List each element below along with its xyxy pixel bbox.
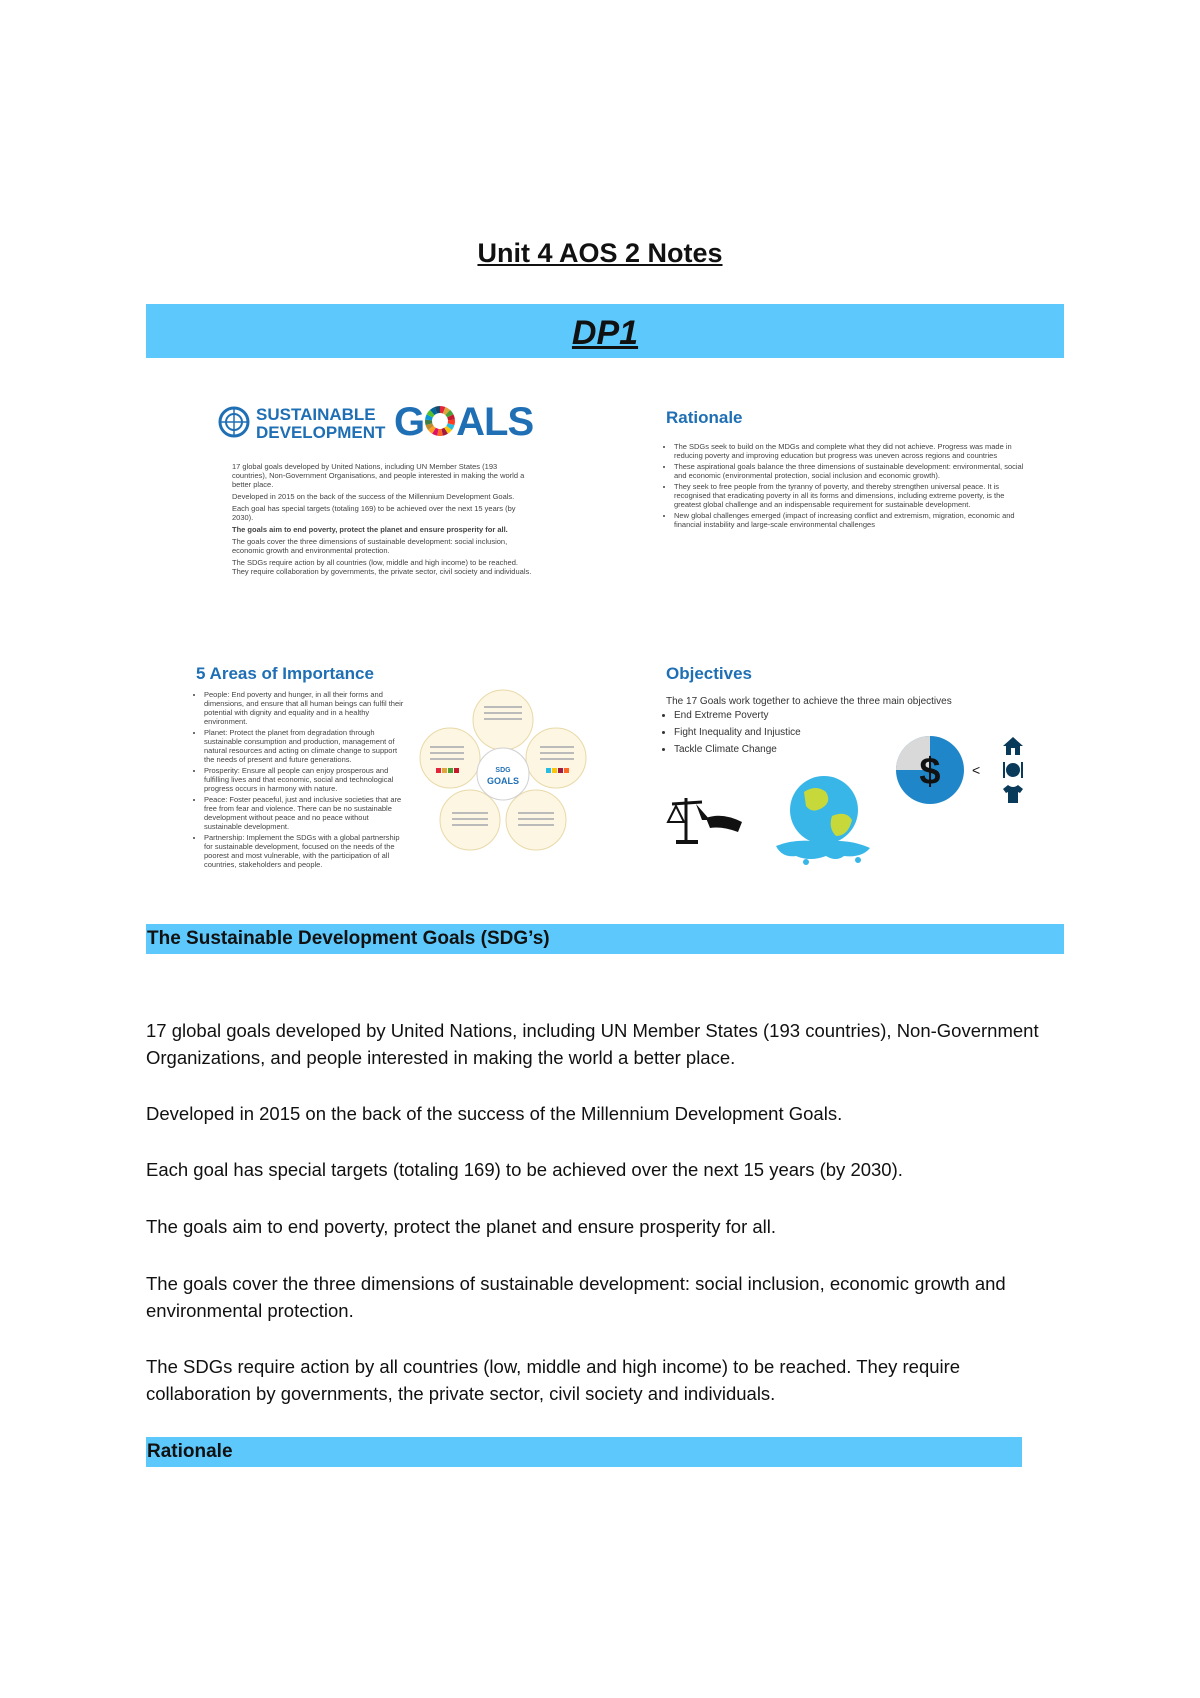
list-item: • Fight Inequality and Injustice	[674, 724, 1046, 741]
melting-earth-icon	[766, 758, 876, 868]
areas-slide-list	[196, 690, 404, 869]
list-item: • Planet: Protect the planet from degradation through sustainable consumption and production, management of natural resources and acting on climate change to support the needs of present and future generations.	[204, 728, 404, 764]
objectives-intro: The 17 Goals work together to achieve the three main objectives	[666, 696, 952, 707]
dp1-banner-label: DP1	[571, 314, 639, 352]
sdg-slide-line: The goals cover the three dimensions of sustainable development: social inclusion, economic growth and environmental protection.	[232, 537, 508, 555]
five-p-diagram	[418, 686, 588, 856]
food-icon	[1002, 760, 1024, 780]
dollar-pie-icon	[894, 734, 966, 806]
sdg-section-heading-label: The Sustainable Development Goals (SDG’s)	[147, 928, 550, 949]
list-item: • New global challenges emerged (impact of increasing conflict and extremism, migration, economic and financial instability and large-scale environmental challenges	[674, 511, 1026, 529]
goals-g: G	[394, 400, 425, 444]
list-item: • Tackle Climate Change	[674, 741, 1046, 758]
rationale-section-heading	[146, 1437, 1022, 1467]
list-item: • They seek to free people from the tyranny of poverty, and thereby strengthen universal peace. It is recognised that eradicating poverty in all its forms and dimensions, including extreme poverty, is the greatest global challenge and an indispensable requirement for sustainable development.	[674, 482, 1026, 509]
rationale-slide-title: Rationale	[666, 408, 743, 427]
sdg-wheel-icon	[424, 405, 456, 437]
paragraph: Each goal has special targets (totaling 169) to be achieved over the next 15 years (by 2030).	[146, 1159, 903, 1180]
sdg-slide	[210, 400, 550, 600]
dollar-symbol: $	[919, 751, 941, 793]
shirt-icon	[1002, 784, 1024, 804]
objectives-list	[666, 707, 1046, 758]
paragraph: The goals cover the three dimensions of sustainable development: social inclusion, economic growth and environmental protection.	[146, 1273, 1006, 1321]
list-item: • The SDGs seek to build on the MDGs and complete what they did not achieve. Progress was made in reducing poverty and improving education but progress was uneven across regions and countries	[674, 442, 1026, 460]
rationale-section-heading-label: Rationale	[147, 1441, 233, 1462]
goals-rest: ALS	[456, 400, 534, 444]
sdg-logo-line2: DEVELOPMENT	[256, 423, 386, 442]
list-item: • Peace: Foster peaceful, just and inclusive societies that are free from fear and violence. There can be no sustainable development without peace and no peace without sustainable development.	[204, 795, 404, 831]
list-item: • End Extreme Poverty	[674, 707, 1046, 724]
objectives-slide	[666, 664, 1046, 874]
page-title: Unit 4 AOS 2 Notes	[477, 238, 723, 268]
rationale-slide	[666, 408, 1026, 598]
paragraph: The SDGs require action by all countries (low, middle and high income) to be reached. They require collaboration by governments, the private sector, civil society and individuals.	[146, 1356, 961, 1404]
dp1-banner	[146, 304, 1064, 358]
objectives-slide-title: Objectives	[666, 664, 752, 683]
areas-slide-title: 5 Areas of Importance	[196, 664, 374, 683]
paragraph: The goals aim to end poverty, protect the planet and ensure prosperity for all.	[146, 1216, 777, 1237]
paragraph: 17 global goals developed by United Nations, including UN Member States (193 countries), Non-Government Organizations, and people interested in making the world a better place.	[146, 1020, 1039, 1068]
list-item: • Prosperity: Ensure all people can enjoy prosperous and fulfilling lives and that economic, social and technological progress occurs in harmony with nature.	[204, 766, 404, 793]
areas-slide	[196, 664, 596, 874]
sdg-slide-text	[232, 462, 532, 576]
list-item: • People: End poverty and hunger, in all their forms and dimensions, and ensure that all human beings can fulfil their potential with dignity and equality and in a healthy environment.	[204, 690, 404, 726]
un-emblem-icon	[218, 406, 250, 438]
scales-icon	[666, 792, 746, 848]
sdg-logo-line1: SUSTAINABLE	[256, 405, 376, 424]
list-item: • Partnership: Implement the SDGs with a global partnership for sustainable development, focused on the needs of the poorest and most vulnerable, with the participation of all countries, stakeholders and people.	[204, 833, 404, 869]
sdg-goals-logo	[394, 402, 554, 446]
house-icon	[1002, 736, 1024, 756]
less-than-symbol: <	[972, 762, 981, 778]
sdg-section-heading	[146, 924, 1064, 954]
sdg-slide-line: The SDGs require action by all countries (low, middle and high income) to be reached. They require collaboration by governments, the private sector, civil society and individuals.	[232, 558, 532, 576]
sdg-slide-line: 17 global goals developed by United Nations, including UN Member States (193 countries), Non-Government Organisations, and people interested in making the world a better place.	[232, 462, 525, 489]
sdg-slide-line: Each goal has special targets (totaling 169) to be achieved over the next 15 years (by 2030).	[232, 504, 516, 522]
sdg-slide-line: The goals aim to end poverty, protect the planet and ensure prosperity for all.	[232, 525, 508, 534]
paragraph: Developed in 2015 on the back of the success of the Millennium Development Goals.	[146, 1103, 843, 1124]
svg-text:GOALS: GOALS	[486, 776, 520, 786]
rationale-slide-list	[666, 442, 1026, 529]
svg-text:SDG: SDG	[495, 767, 511, 774]
sdg-slide-line: Developed in 2015 on the back of the success of the Millennium Development Goals.	[232, 492, 515, 501]
list-item: • These aspirational goals balance the three dimensions of sustainable development: environmental, social and economic (environmental protection, social inclusion and economic growth).	[674, 462, 1026, 480]
